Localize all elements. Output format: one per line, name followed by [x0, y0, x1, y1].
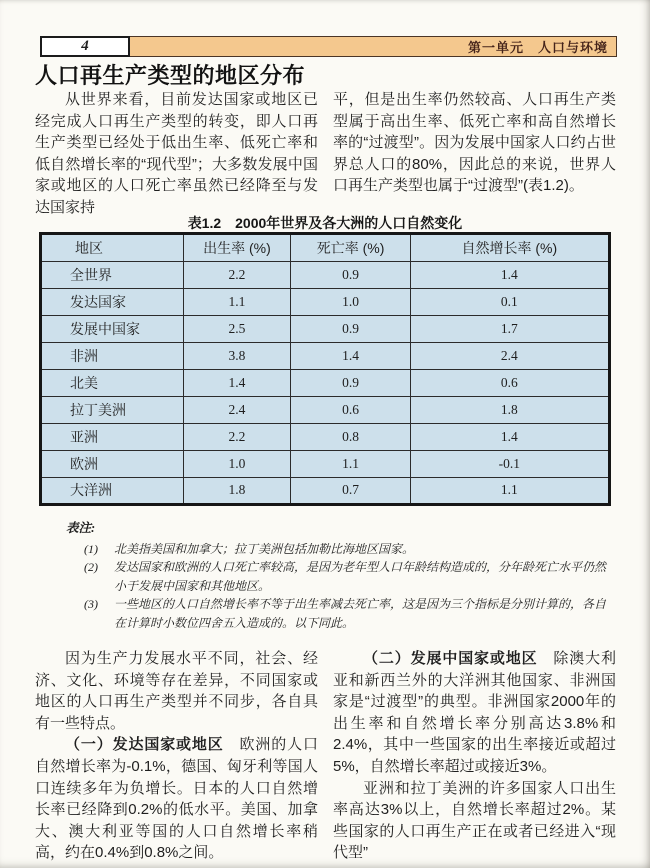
- note-number: (1): [84, 541, 98, 556]
- note-number: (2): [84, 560, 98, 574]
- death-rate-cell: 0.9: [291, 315, 410, 342]
- death-rate-cell: 1.0: [291, 288, 410, 315]
- column-header-death-rate: 死亡率 (%): [291, 234, 410, 261]
- paragraph-text: 因为生产力发展水平不同，社会、经济、文化、环境等存在差异，不同国家或地区的人口再生产类型并不同步，各自具有一些特点。: [35, 650, 318, 732]
- region-cell: 发达国家: [41, 288, 183, 315]
- table-row: [41, 261, 609, 288]
- death-rate-cell: 0.6: [291, 396, 410, 423]
- column-header-birth-rate: 出生率 (%): [183, 234, 291, 261]
- region-cell: 亚洲: [41, 423, 183, 450]
- paragraph-text: 亚洲和拉丁美洲的许多国家人口出生率高达3%以上，自然增长率超过2%。某些国家的人口再生产正在或者已经进入“现代型”: [333, 779, 616, 862]
- paragraph: [35, 648, 318, 734]
- growth-rate-cell: -0.1: [410, 450, 609, 477]
- page-number-box: [40, 36, 130, 57]
- table-title: 表1.2 2000年世界及各大洲的人口自然变化: [187, 215, 463, 231]
- intro-column-left: 从世界来看，目前发达国家或地区已经完成人口再生产类型的转变，即人口再生产类型已经处于低出生率、低死亡率和低自然增长率的“现代型”；大多数发展中国家或地区的人口死亡率虽然已经降至与发达国家持: [35, 91, 318, 216]
- notes-section: [66, 519, 606, 632]
- table-row: [41, 369, 609, 396]
- note-item: [84, 540, 606, 559]
- table-row: [41, 342, 609, 369]
- paragraph-lead: （一）发达国家或地区: [65, 736, 240, 754]
- growth-rate-cell: 0.6: [410, 369, 609, 396]
- paragraph-text: 除澳大利亚和新西兰外的大洋洲其他国家、非洲国家是“过渡型”的典型。非洲国家2000年的出生率和自然增长率分别高达3.8%和2.4%，其中一些国家的出生率接近或超过5%，自然增长率超过或接近3%。: [333, 650, 616, 775]
- page-title: 人口再生产类型的地区分布: [35, 63, 306, 88]
- death-rate-cell: 0.9: [291, 261, 410, 288]
- birth-rate-cell: 2.4: [183, 396, 291, 423]
- growth-rate-cell: 1.4: [410, 423, 609, 450]
- column-header-growth-rate: 自然增长率 (%): [410, 234, 609, 261]
- growth-rate-cell: 1.8: [410, 396, 609, 423]
- page-header: [40, 36, 617, 57]
- death-rate-cell: 1.1: [291, 450, 410, 477]
- birth-rate-cell: 2.2: [183, 261, 291, 288]
- paragraph-lead: （二）发展中国家或地区: [363, 650, 554, 667]
- region-cell: 非洲: [41, 342, 183, 369]
- growth-rate-cell: 1.1: [410, 477, 609, 504]
- region-cell: 发展中国家: [41, 315, 183, 342]
- growth-rate-cell: 1.7: [410, 315, 609, 342]
- birth-rate-cell: 1.0: [183, 450, 291, 477]
- birth-rate-cell: 2.2: [183, 423, 291, 450]
- body-column-right: [333, 648, 616, 864]
- table-row: [41, 450, 609, 477]
- table-row: [41, 315, 609, 342]
- growth-rate-cell: 2.4: [410, 342, 609, 369]
- unit-title: 第一单元 人口与环境: [467, 40, 608, 55]
- birth-rate-cell: 1.8: [183, 477, 291, 504]
- birth-rate-cell: 1.1: [183, 288, 291, 315]
- growth-rate-cell: 0.1: [410, 288, 609, 315]
- column-header-region: 地区: [41, 234, 183, 261]
- table-row: [41, 396, 609, 423]
- region-cell: 全世界: [41, 261, 183, 288]
- table-body: [41, 261, 609, 504]
- note-text: 北美指美国和加拿大；拉丁美洲包括加勒比海地区国家。: [114, 541, 415, 556]
- note-text: 发达国家和欧洲的人口死亡率较高，是因为老年型人口年龄结构造成的，分年龄死亡水平仍然小于发展中国家和其他地区。: [114, 560, 607, 593]
- intro-column-right: 平，但是出生率仍然较高、人口再生产类型属于高出生率、低死亡率和高自然增长率的“过渡型”。因为发展中国家人口约占世界总人口的80%，因此总的来说，世界人口再生产类型也属于“过渡型”(表1.2)。: [333, 91, 616, 195]
- table-row: [41, 477, 609, 504]
- region-cell: 大洋洲: [41, 477, 183, 504]
- table-header-row: [41, 234, 609, 261]
- note-item: [84, 595, 606, 632]
- table-row: [41, 288, 609, 315]
- death-rate-cell: 0.8: [291, 423, 410, 450]
- birth-rate-cell: 3.8: [183, 342, 291, 369]
- body-column-left: [35, 648, 318, 864]
- note-text: 一些地区的人口自然增长率不等于出生率减去死亡率，这是因为三个指标是分别计算的，各自在计算时小数位四舍五入造成的。以下同此。: [114, 597, 607, 630]
- birth-rate-cell: 2.5: [183, 315, 291, 342]
- region-cell: 北美: [41, 369, 183, 396]
- death-rate-cell: 0.9: [291, 369, 410, 396]
- region-cell: 欧洲: [41, 450, 183, 477]
- body-section: [35, 648, 616, 864]
- notes-list: [66, 540, 606, 633]
- unit-banner: [130, 36, 617, 57]
- birth-rate-cell: 1.4: [183, 369, 291, 396]
- paragraph-text: 欧洲的人口自然增长率为-0.1%，德国、匈牙利等国人口连续多年为负增长。日本的人口自然增长率已经降到0.2%的低水平。美国、加拿大、澳大利亚等国的人口自然增长率稍高，约在0.4%到0.8%之间。: [35, 736, 318, 862]
- intro-section: [35, 89, 616, 219]
- death-rate-cell: 1.4: [291, 342, 410, 369]
- growth-rate-cell: 1.4: [410, 261, 609, 288]
- paragraph: [333, 648, 616, 778]
- paragraph: [333, 778, 616, 864]
- page-number: 4: [81, 38, 89, 54]
- death-rate-cell: 0.7: [291, 477, 410, 504]
- note-item: [84, 558, 606, 595]
- paragraph: [35, 734, 318, 864]
- table-row: [41, 423, 609, 450]
- population-table: [40, 233, 610, 505]
- notes-label: 表注:: [66, 521, 96, 535]
- region-cell: 拉丁美洲: [41, 396, 183, 423]
- note-number: (3): [84, 597, 98, 611]
